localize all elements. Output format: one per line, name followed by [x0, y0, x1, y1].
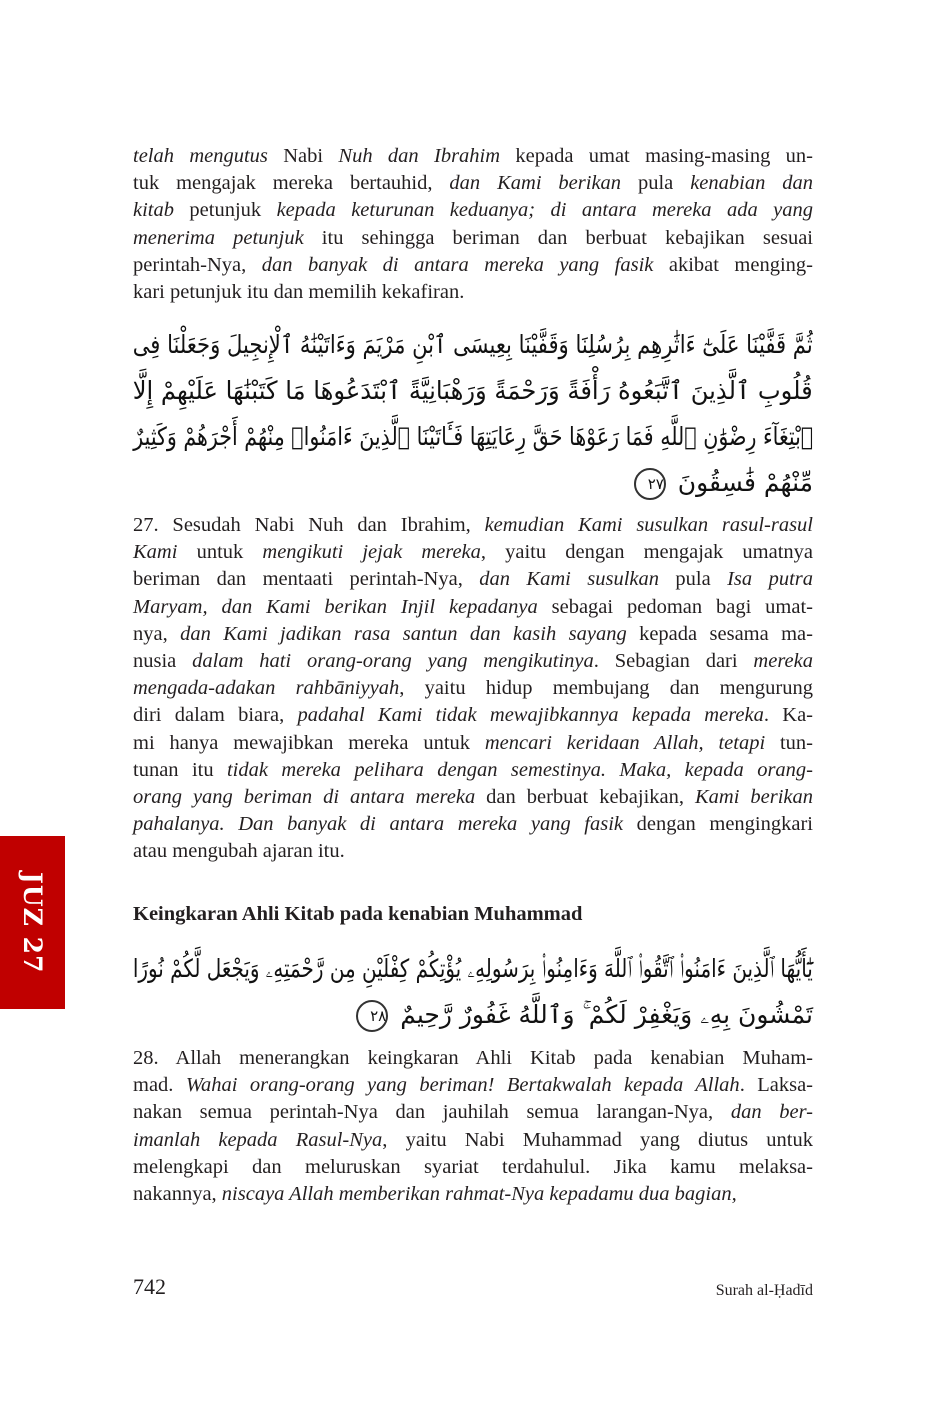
- italic-text: kenabian dan: [690, 172, 814, 195]
- italic-text: dan Kami jadikan rasa santun dan kasih sayang: [180, 622, 627, 645]
- italic-text: kemudian Kami susulkan rasul-rasul: [484, 514, 814, 536]
- text-line: [133, 730, 813, 757]
- running-footer-surah: Surah al-Ḥadīd: [715, 1282, 813, 1299]
- juz-tab: [0, 836, 65, 1009]
- italic-text: Isa putra: [727, 568, 813, 591]
- italic-text: mencari keridaan Allah, tetapi: [484, 731, 766, 754]
- text-segment: mi hanya mewajibkan mereka untuk: [133, 731, 485, 754]
- text-segment: pula: [659, 568, 728, 591]
- text-line: [133, 539, 813, 566]
- text-line: [133, 225, 813, 252]
- italic-text: orang yang beriman di antara mereka: [133, 786, 476, 809]
- text-segment: , yaitu Nabi Muhammad yang diutus untuk: [382, 1128, 813, 1151]
- text-line: [133, 1072, 813, 1099]
- text-segment: . Ka-: [763, 704, 814, 727]
- text-segment: . Laksa-: [739, 1074, 813, 1097]
- text-segment: untuk: [177, 541, 263, 564]
- italic-text: imanlah kepada Rasul-Nya: [133, 1128, 383, 1151]
- italic-text: niscaya Allah memberikan rahmat-Nya kepadamu dua bagian,: [221, 1183, 737, 1206]
- italic-text: tidak mereka pelihara dengan semestinya. Maka, kepada orang-: [226, 758, 813, 781]
- italic-text: telah mengutus: [133, 145, 268, 167]
- italic-text: mengada-adakan rahbāniyyah: [133, 677, 400, 700]
- text-line: [133, 594, 813, 621]
- arabic-line-content: [133, 946, 813, 992]
- italic-text: Kami berikan: [694, 786, 814, 809]
- page-number: 742: [133, 1274, 166, 1299]
- ayah-number-marker: ٢٧: [634, 468, 666, 500]
- ayah-number-marker: ٢٨: [356, 1000, 388, 1032]
- arabic-line: [133, 992, 813, 1038]
- arabic-text: مِّنْهُمْ فَٰسِقُونَ: [677, 468, 813, 497]
- text-line: [133, 197, 813, 224]
- text-segment: 28. Allah menerangkan keingkaran Ahli Kitab pada kenabian Muham-: [133, 1047, 813, 1069]
- text-segment: petunjuk: [174, 199, 277, 222]
- text-segment: tun-: [765, 731, 813, 754]
- text-line: [133, 279, 813, 306]
- arabic-line-content: [634, 468, 813, 497]
- text-segment: dengan mengingkari: [623, 813, 813, 836]
- italic-text: Wahai orang-orang yang beriman! Bertakwalah kepada Allah: [185, 1074, 740, 1097]
- italic-text: dalam hati orang-orang yang mengikutinya: [192, 650, 594, 673]
- arabic-line: [133, 414, 813, 460]
- text-line: [133, 170, 813, 197]
- text-line: [133, 1045, 813, 1072]
- translation-verse-28: [133, 1045, 813, 1208]
- text-line: [133, 566, 813, 593]
- text-line: [133, 811, 813, 838]
- section-heading: Keingkaran Ahli Kitab pada kenabian Muhammad: [133, 903, 583, 925]
- text-segment: pula: [621, 172, 691, 195]
- arabic-line-content: [356, 1000, 813, 1029]
- text-segment: Nabi: [267, 145, 339, 167]
- text-segment: , yaitu dengan mengajak umatnya: [480, 541, 813, 564]
- text-segment: tunan itu: [133, 758, 227, 781]
- arabic-line: [133, 322, 813, 368]
- translation-verse-27: [133, 512, 813, 866]
- italic-text: dan Kami susulkan: [479, 568, 659, 591]
- text-line: [133, 702, 813, 729]
- text-segment: nakannya,: [133, 1183, 222, 1206]
- text-line: [133, 1181, 813, 1208]
- arabic-text: ٱبْتِغَآءَ رِضْوَٰنِ ٱللَّهِ فَمَا رَعَوْهَا حَقَّ رِعَايَتِهَا فَـَٔاتَيْنَا ٱلَّذِينَ ءَامَنُوا۟ مِنْهُمْ أَجْرَهُمْ وَكَثِيرٌ: [133, 422, 813, 451]
- text-segment: akibat menging-: [653, 253, 813, 276]
- text-segment: itu sehingga beriman dan berbuat kebajikan sesuai: [303, 226, 813, 249]
- text-line: [133, 621, 813, 648]
- arabic-line-content: [133, 414, 813, 460]
- text-segment: dan berbuat kebajikan,: [475, 786, 695, 809]
- arabic-text: تَمْشُونَ بِهِۦ وَيَغْفِرْ لَكُمْ ۚ وَٱللَّهُ غَفُورٌ رَّحِيمٌ: [400, 1000, 813, 1029]
- italic-text: menerima petunjuk: [133, 226, 304, 249]
- text-line: [133, 838, 813, 865]
- text-segment: diri dalam biara,: [133, 704, 298, 727]
- text-segment: kari petunjuk itu dan memilih kekafiran.: [133, 281, 465, 304]
- text-line: [133, 252, 813, 279]
- text-segment: perintah-Nya,: [133, 253, 262, 276]
- arabic-text: قُلُوبِ ٱلَّذِينَ ٱتَّبَعُوهُ رَأْفَةً وَرَحْمَةً وَرَهْبَانِيَّةً ٱبْتَدَعُوهَا مَا كَتَبْنَٰهَا عَلَيْهِمْ إِلَّا: [133, 376, 813, 405]
- text-line: [133, 784, 813, 811]
- text-line: [133, 1127, 813, 1154]
- italic-text: padahal Kami tidak mewajibkannya kepada mereka: [297, 704, 764, 727]
- text-segment: , yaitu hidup membujang dan mengurung: [399, 677, 813, 700]
- text-segment: beriman dan mentaati perintah-Nya,: [133, 568, 480, 591]
- text-segment: . Sebagian dari: [593, 650, 754, 673]
- italic-text: Maryam, dan Kami berikan Injil kepadanya: [133, 595, 538, 618]
- italic-text: dan banyak di antara mereka yang fasik: [261, 253, 654, 276]
- text-segment: nya,: [133, 622, 181, 645]
- arabic-line: [133, 946, 813, 992]
- italic-text: dan ber-: [730, 1101, 813, 1124]
- text-segment: kepada umat masing-masing un-: [500, 145, 813, 167]
- arabic-line: [133, 368, 813, 414]
- italic-text: mereka: [753, 650, 813, 673]
- juz-label: JUZ 27: [18, 871, 47, 974]
- text-segment: atau mengubah ajaran itu.: [133, 840, 345, 863]
- arabic-text: ثُمَّ قَفَّيْنَا عَلَىٰٓ ءَاثَٰرِهِم بِرُسُلِنَا وَقَفَّيْنَا بِعِيسَى ٱبْنِ مَرْيَمَ وَءَاتَيْنَٰهُ ٱلْإِنجِيلَ وَجَعَلْنَا فِى: [132, 330, 813, 359]
- italic-text: mengikuti jejak mereka: [262, 541, 481, 564]
- arabic-text: يَٰٓأَيُّهَا ٱلَّذِينَ ءَامَنُوا۟ ٱتَّقُوا۟ ٱللَّهَ وَءَامِنُوا۟ بِرَسُولِهِۦ يُؤْتِكُمْ كِفْلَيْنِ مِن رَّحْمَتِهِۦ وَيَجْعَل لَّكُمْ نُورًا: [133, 954, 813, 983]
- italic-text: kitab: [133, 199, 174, 222]
- text-segment: nakan semua perintah-Nya dan jauhilah semua larangan-Nya,: [133, 1101, 731, 1124]
- italic-text: Kami: [133, 541, 178, 564]
- text-line: [133, 512, 813, 539]
- text-line: [133, 1154, 813, 1181]
- text-segment: 27. Sesudah Nabi Nuh dan Ibrahim,: [133, 514, 485, 536]
- text-line: [133, 648, 813, 675]
- italic-text: Nuh dan Ibrahim: [338, 145, 501, 167]
- arabic-line-content: [133, 322, 813, 368]
- text-segment: kepada sesama ma-: [626, 622, 813, 645]
- text-line: [133, 757, 813, 784]
- arabic-line-content: [133, 368, 813, 414]
- italic-text: kepada keturunan keduanya; di antara mereka ada yang: [276, 199, 813, 222]
- italic-text: pahalanya. Dan banyak di antara mereka yang fasik: [133, 813, 624, 836]
- text-segment: nusia: [133, 650, 193, 673]
- text-segment: mad.: [133, 1074, 186, 1097]
- text-segment: tuk mengajak mereka bertauhid,: [133, 172, 450, 195]
- arabic-verse-28: [133, 946, 813, 1038]
- text-line: [133, 1099, 813, 1126]
- text-line: [133, 675, 813, 702]
- text-segment: melengkapi dan meluruskan syariat terdahulul. Jika kamu melaksa-: [133, 1155, 813, 1178]
- text-segment: sebagai pedoman bagi umat-: [537, 595, 813, 618]
- arabic-verse-27: [133, 322, 813, 506]
- paragraph-intro: [133, 143, 813, 306]
- italic-text: dan Kami berikan: [449, 172, 622, 195]
- text-line: [133, 143, 813, 170]
- arabic-line: [133, 460, 813, 506]
